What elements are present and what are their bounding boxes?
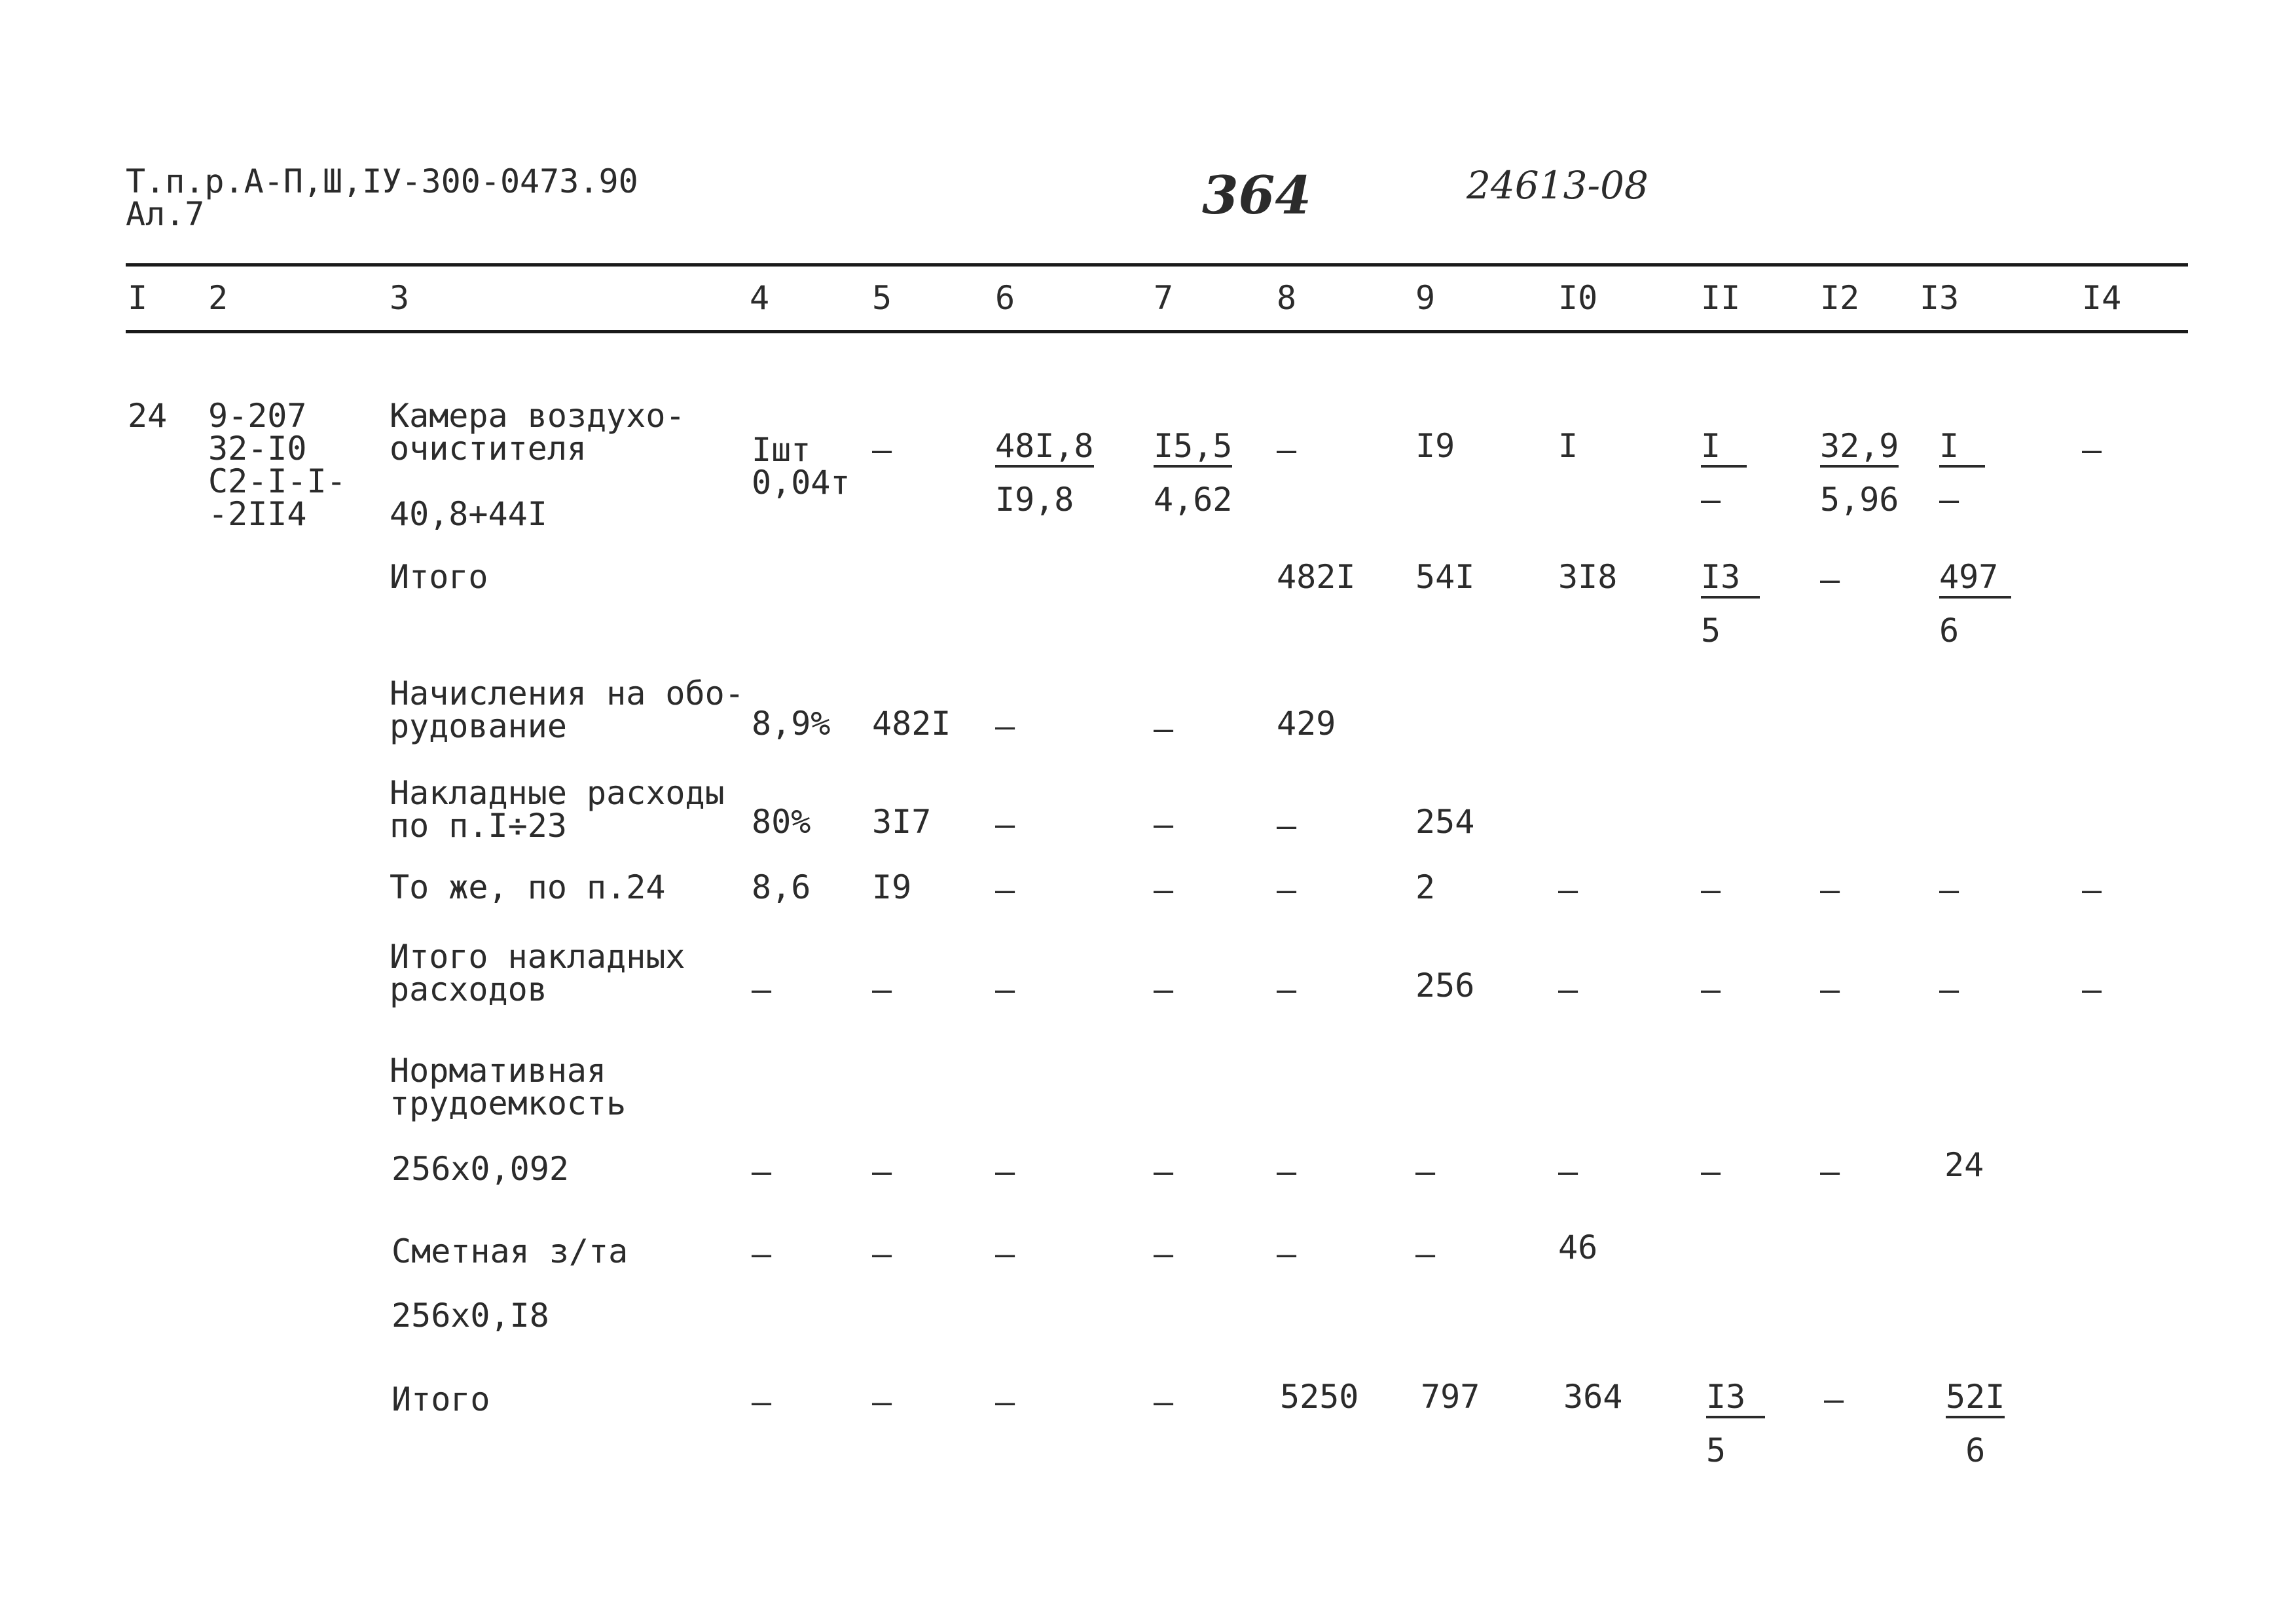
wage-col8: –	[1277, 1235, 1297, 1273]
overhead-total-col8: –	[1277, 970, 1297, 1008]
overhead-total-label-line: Итого накладных	[390, 938, 685, 976]
total1-col11	[1701, 558, 1760, 650]
page-number: 364	[1202, 164, 1311, 226]
same-col14: –	[2082, 871, 2102, 909]
column-number: 8	[1277, 279, 1297, 317]
item-name-line: Камера воздухо-	[390, 397, 685, 435]
item-col14: –	[2082, 431, 2102, 469]
column-number: 4	[750, 279, 770, 317]
labor-col12: –	[1820, 1153, 1840, 1190]
total2-col4: –	[752, 1383, 772, 1421]
total2-col9: 797	[1421, 1378, 1480, 1416]
total2-col11-num: I3	[1706, 1380, 1765, 1418]
overhead-total-col9: 256	[1415, 967, 1475, 1005]
total2-col8: 5250	[1280, 1378, 1359, 1416]
labor-label-line: Нормативная	[390, 1052, 607, 1090]
item-col12-num: 32,9	[1820, 430, 1899, 468]
labor-col5: –	[872, 1153, 892, 1190]
overhead-total-col11: –	[1701, 970, 1721, 1008]
item-col12-den: 5,96	[1820, 481, 1899, 519]
item-col12	[1820, 427, 1899, 519]
labor-col9: –	[1415, 1153, 1436, 1190]
item-col7-den: 4,62	[1154, 481, 1233, 519]
overhead-col7: –	[1154, 805, 1174, 843]
item-code-line: 32-I0	[208, 430, 307, 468]
total1-col13	[1939, 558, 2011, 650]
wage-col9: –	[1415, 1235, 1436, 1273]
overhead-total-col4: –	[752, 970, 772, 1008]
overhead-total-col7: –	[1154, 970, 1174, 1008]
item-col6-num: 48I,8	[995, 430, 1094, 468]
total1-col13-den: 6	[1939, 612, 1959, 650]
total2-col13-den: 6	[1965, 1431, 1986, 1469]
column-number: I4	[2082, 279, 2122, 317]
overhead-label-line: Накладные расходы	[390, 774, 725, 812]
wage-col10: 46	[1558, 1228, 1598, 1266]
item-col13	[1939, 427, 1985, 519]
overhead-total-col6: –	[995, 970, 1015, 1008]
total1-col9: 54I	[1415, 558, 1475, 596]
same-label: То же, по п.24	[390, 868, 666, 906]
total1-col13-num: 497	[1939, 561, 2011, 599]
same-col5: I9	[872, 868, 912, 906]
total2-col10: 364	[1563, 1378, 1623, 1416]
item-name-line: очистителя	[390, 430, 587, 468]
equip-label-line: рудование	[390, 707, 567, 745]
total1-col12: –	[1820, 561, 1840, 599]
item-col9: I9	[1415, 427, 1455, 465]
item-col11	[1701, 427, 1747, 519]
labor-col8: –	[1277, 1153, 1297, 1190]
equip-col7: –	[1154, 710, 1174, 748]
labor-col10: –	[1558, 1153, 1578, 1190]
same-col12: –	[1820, 871, 1840, 909]
column-number: 2	[208, 279, 228, 317]
overhead-col4: 80%	[752, 803, 811, 841]
wage-col7: –	[1154, 1235, 1174, 1273]
item-code-line: 9-207	[208, 397, 307, 435]
same-col8: –	[1277, 871, 1297, 909]
total2-col13	[1946, 1380, 2005, 1467]
item-code-line: -2II4	[208, 495, 307, 533]
equip-col4: 8,9%	[752, 705, 831, 743]
labor-col11: –	[1701, 1153, 1721, 1190]
total2-col6: –	[995, 1383, 1015, 1421]
item-code-line: С2-I-I-	[208, 462, 346, 500]
column-number: I2	[1820, 279, 1860, 317]
column-number: 7	[1154, 279, 1174, 317]
item-col6-den: I9,8	[995, 481, 1074, 519]
column-number: 6	[995, 279, 1015, 317]
equip-col5: 482I	[872, 705, 951, 743]
total2-label: Итого	[392, 1380, 490, 1418]
column-number: I	[128, 279, 148, 317]
same-col10: –	[1558, 871, 1578, 909]
labor-formula: 256x0,092	[392, 1150, 569, 1188]
labor-col7: –	[1154, 1153, 1174, 1190]
total2-col5: –	[872, 1383, 892, 1421]
wage-formula: 256x0,I8	[392, 1297, 549, 1335]
overhead-col9: 254	[1415, 803, 1475, 841]
column-number: I3	[1920, 279, 1959, 317]
overhead-total-col10: –	[1558, 970, 1578, 1008]
item-number: 24	[128, 397, 168, 435]
header-bottom-rule	[126, 330, 2188, 333]
item-col11-den: –	[1701, 481, 1721, 519]
labor-col6: –	[995, 1153, 1015, 1190]
wage-col4: –	[752, 1235, 772, 1273]
item-col5: –	[872, 431, 892, 469]
item-unit: Iшт	[752, 431, 811, 469]
total1-col11-num: I3	[1701, 561, 1760, 599]
same-col7: –	[1154, 871, 1174, 909]
column-number: 9	[1415, 279, 1436, 317]
total1-label: Итого	[390, 558, 488, 596]
overhead-total-col12: –	[1820, 970, 1840, 1008]
total2-col11	[1706, 1380, 1765, 1467]
same-col9: 2	[1415, 868, 1436, 906]
overhead-col8: –	[1277, 807, 1297, 845]
item-col11-num: I	[1701, 430, 1747, 468]
item-col13-den: –	[1939, 481, 1959, 519]
labor-col4: –	[752, 1153, 772, 1190]
total1-col11-den: 5	[1701, 612, 1721, 650]
column-number: I0	[1558, 279, 1598, 317]
total2-col13-num: 52I	[1946, 1380, 2005, 1418]
total2-col11-den: 5	[1706, 1431, 1726, 1469]
overhead-col6: –	[995, 805, 1015, 843]
wage-label: Сметная з/та	[392, 1232, 629, 1270]
overhead-total-col14: –	[2082, 970, 2102, 1008]
wage-col6: –	[995, 1235, 1015, 1273]
item-col7	[1154, 427, 1233, 519]
wage-col5: –	[872, 1235, 892, 1273]
total2-col7: –	[1154, 1383, 1174, 1421]
column-number: 5	[872, 279, 892, 317]
document-code: Т.п.р.А-П,Ш,IУ-300-0473.90	[126, 162, 638, 200]
column-number: 3	[390, 279, 410, 317]
item-col13-num: I	[1939, 430, 1985, 468]
item-col8: –	[1277, 431, 1297, 469]
overhead-total-col5: –	[872, 970, 892, 1008]
same-col4: 8,6	[752, 868, 811, 906]
item-col10: I	[1558, 427, 1578, 465]
same-col13: –	[1939, 871, 1959, 909]
item-col6	[995, 427, 1094, 519]
equip-label-line: Начисления на обо-	[390, 674, 744, 712]
overhead-total-label-line: расходов	[390, 970, 547, 1008]
item-formula: 40,8+44I	[390, 495, 547, 533]
labor-label-line: трудоемкость	[390, 1084, 627, 1122]
overhead-total-col13: –	[1939, 970, 1959, 1008]
overhead-col5: 3I7	[872, 803, 932, 841]
total2-col12: –	[1824, 1380, 1844, 1418]
header-top-rule	[126, 263, 2188, 267]
equip-col6: –	[995, 707, 1015, 745]
same-col6: –	[995, 871, 1015, 909]
labor-col13: 24	[1944, 1146, 1984, 1184]
item-unit-weight: 0,04т	[752, 464, 850, 502]
overhead-label-line: по п.I÷23	[390, 807, 567, 845]
same-col11: –	[1701, 871, 1721, 909]
total1-col8: 482I	[1277, 558, 1356, 596]
equip-col8: 429	[1277, 705, 1336, 743]
inventory-number: 24613-08	[1467, 163, 1649, 208]
album-number: Ал.7	[126, 195, 205, 233]
item-col7-num: I5,5	[1154, 430, 1232, 468]
total1-col10: 3I8	[1558, 558, 1618, 596]
column-number: II	[1701, 279, 1741, 317]
